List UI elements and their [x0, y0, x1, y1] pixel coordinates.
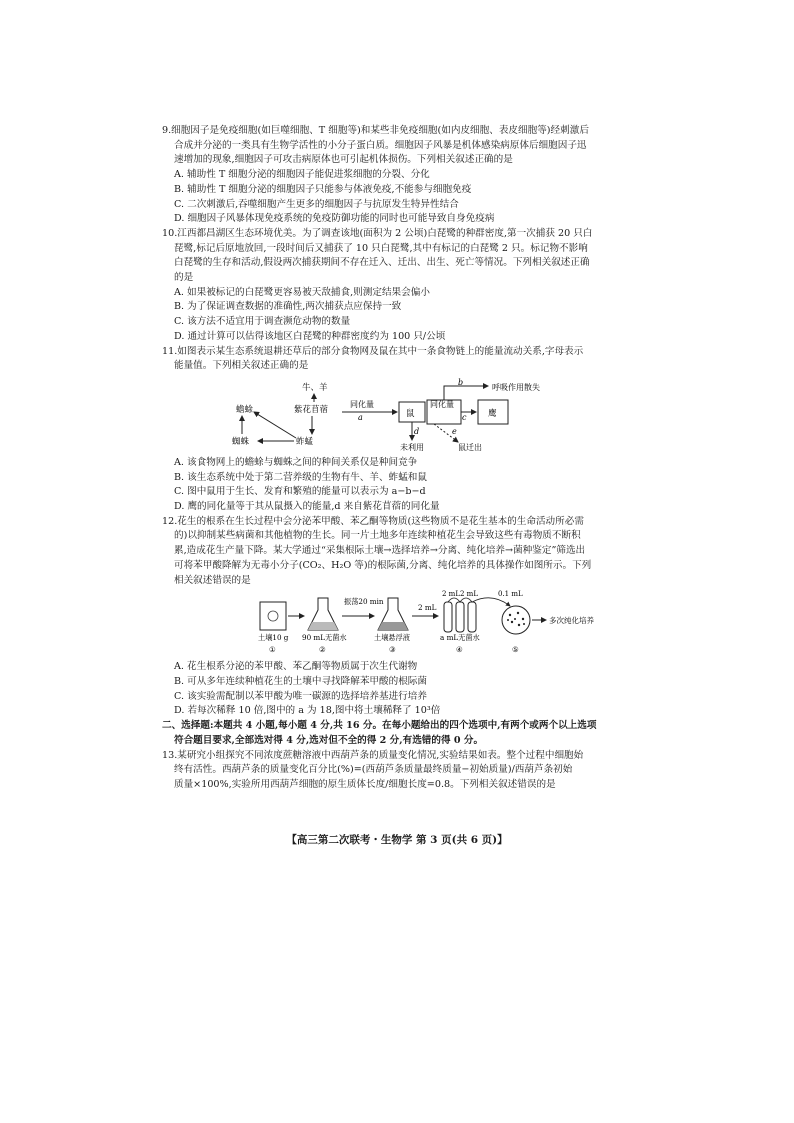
question-13: [162, 749, 654, 793]
label-n5: ⑤: [512, 645, 519, 655]
question-11: [162, 345, 654, 515]
q9-stem-line-2: 合成并分泌的一类具有生物学活性的小分子蛋白质。细胞因子风暴是机体感染病原体后细胞因子迅: [174, 139, 587, 151]
soil-sample-icon: [268, 611, 278, 621]
label-e: e: [452, 426, 457, 436]
q13-stem-line-3: 质量×100%,实验所用西葫芦细胞的原生质体长度/细胞长度=0.8。下列相关叙述错误的是: [174, 778, 556, 790]
q11-stem-line-1: 11.如图表示某生态系统退耕还草后的部分食物网及鼠在其中一条食物链上的能量流动关系,字母表示: [162, 345, 584, 357]
tube-3-icon: [468, 602, 476, 632]
label-suspension: 土壤悬浮液: [374, 633, 410, 643]
q12-stem-line-3: 累,造成花生产量下降。某大学通过“采集根际土壤→选择培养→分离、纯化培养→菌种鉴定”筛选出: [174, 545, 586, 557]
label-water90: 90 mL无菌水: [302, 633, 347, 643]
label-zhameng: 蚱蜢: [296, 436, 314, 447]
isolation-procedure-diagram: [162, 590, 654, 658]
q11-option-d: D. 鹰的同化量等于其从鼠摄入的能量,d 来自紫花苜蓿的同化量: [174, 501, 440, 513]
q12-stem-line-4: 可将苯甲酸降解为无毒小分子(CO₂、H₂O 等)的根际菌,分离、纯化培养的具体操作如图所示。下列: [174, 559, 592, 571]
label-tonghualiang-1: 同化量: [350, 399, 374, 409]
food-web-svg: [162, 376, 654, 454]
petri-dish-icon: [502, 606, 530, 634]
arrow-to-plate: [472, 598, 510, 606]
label-0-1ml: 0.1 mL: [498, 590, 523, 599]
q10-option-b: B. 为了保证调查数据的准确性,两次捕获点应保持一致: [174, 301, 402, 313]
label-weiliyong: 未利用: [400, 442, 424, 452]
q10-stem-line-2: 琵鹭,标记后原地放回,一段时间后又捕获了 10 只白琵鹭,其中有标记的白琵鹭 2 只。标记物不影响: [174, 242, 588, 254]
q10-option-a: A. 如果被标记的白琵鹭更容易被天敌捕食,则测定结果会偏小: [174, 286, 430, 298]
label-b: b: [458, 377, 464, 387]
label-zihuamuxu: 紫花苜蓿: [294, 404, 329, 415]
question-9: [162, 124, 654, 227]
label-shu: 鼠: [406, 408, 415, 419]
label-soil: 土壤10 g: [258, 633, 289, 643]
q12-stem-line-1: 12.花生的根系在生长过程中会分泌苯甲酸、苯乙酮等物质(这些物质不是花生基本的生命活动所必需: [162, 515, 584, 527]
flask-2-liquid: [378, 622, 408, 630]
label-n2: ②: [319, 645, 326, 655]
label-tonghualiang-2: 同化量: [430, 399, 454, 409]
q12-option-b: B. 可从多年连续种植花生的土壤中寻找降解苯甲酸的根际菌: [174, 675, 427, 687]
flask-1-liquid: [308, 622, 338, 630]
q9-option-d: D. 细胞因子风暴体现免疫系统的免疫防御功能的同时也可能导致自身免疫病: [174, 213, 495, 225]
q10-option-d: D. 通过计算可以估得该地区白琵鹭的种群密度约为 100 只/公顷: [174, 330, 446, 342]
label-a: a: [358, 412, 363, 422]
label-niu-yang: 牛、羊: [302, 382, 328, 393]
label-2ml-a: 2 mL: [418, 603, 437, 613]
tube-transfer-arc-2: [460, 598, 472, 602]
q11-option-c: C. 图中鼠用于生长、发育和繁殖的能量可以表示为 a−b−d: [174, 486, 426, 498]
question-10: [162, 227, 654, 345]
section-2-line-1: 二、选择题:本题共 4 小题,每小题 4 分,共 16 分。在每小题给出的四个选项中,有两个或两个以上选项: [162, 720, 597, 732]
food-web-diagram: [162, 376, 654, 454]
label-shake: 振荡20 min: [344, 597, 384, 607]
q9-option-c: C. 二次刺激后,吞噬细胞产生更多的细胞因子与抗原发生特异性结合: [174, 198, 459, 210]
q10-stem-line-3: 白琵鹭的生存和活动,假设两次捕获期间不存在迁入、迁出、出生、死亡等情况。下列相关叙述正确: [174, 257, 590, 269]
q9-stem-line-1: 9.细胞因子是免疫细胞(如巨噬细胞、T 细胞等)和某些非免疫细胞(如内皮细胞、表皮细胞等)经刺激后: [162, 125, 589, 136]
label-aml: a mL无菌水: [440, 633, 480, 643]
q12-stem-line-5: 相关叙述错误的是: [174, 574, 251, 586]
label-ying: 鹰: [488, 408, 497, 419]
arrow-respiration: [444, 386, 488, 400]
label-chanchu: 蟾蜍: [236, 404, 254, 415]
q10-option-c: C. 该方法不适宜用于调查濒危动物的数量: [174, 316, 351, 328]
label-c: c: [462, 412, 467, 422]
tube-2-icon: [456, 602, 464, 632]
tube-1-icon: [444, 602, 452, 632]
question-12: [162, 515, 654, 719]
label-2ml-b: 2 mL: [442, 590, 460, 599]
q13-stem-line-1: 13.某研究小组探究不同浓度蔗糖溶液中西葫芦条的质量变化情况,实验结果如表。整个过程中细胞始: [162, 749, 584, 761]
q11-stem-line-2: 能量值。下列相关叙述正确的是: [174, 360, 309, 372]
colony-dots: [507, 612, 525, 626]
q11-option-a: A. 该食物网上的蟾蜍与蜘蛛之间的种间关系仅是种间竞争: [174, 456, 418, 468]
q12-stem-line-2: 的)以抑制某些病菌和其他植物的生长。同一片土地多年连续种植花生会导致这些有毒物质不断积: [174, 530, 581, 542]
q9-stem-line-3: 速增加的现象,细胞因子可攻击病原体也可引起机体损伤。下列相关叙述正确的是: [174, 154, 513, 166]
section-2-line-2: 符合题目要求,全部选对得 4 分,选对但不全的得 2 分,有选错的得 0 分。: [174, 734, 484, 746]
page-footer: 【高三第二次联考・生物学 第 3 页(共 6 页)】: [286, 834, 508, 846]
section-2-header: [162, 719, 654, 748]
q10-stem-line-4: 的是: [174, 272, 194, 284]
arrow-zhameng-to-chanchu: [254, 412, 296, 438]
label-n1: ①: [269, 645, 276, 655]
q12-option-a: A. 花生根系分泌的苯甲酸、苯乙酮等物质属于次生代谢物: [174, 661, 418, 673]
label-n4: ④: [456, 645, 463, 655]
q13-stem-line-2: 终有活性。西葫芦条的质量变化百分比(%)=(西葫芦条质量最终质量−初始质量)/西葫芦条初始: [174, 764, 573, 776]
label-zhizhu: 蜘蛛: [232, 436, 250, 447]
tube-transfer-arc-1: [448, 598, 460, 602]
label-2ml-c: 2 mL: [460, 590, 478, 599]
label-purify: 多次纯化培养: [549, 616, 594, 626]
q11-option-b: B. 该生态系统中处于第二营养级的生物有牛、羊、蚱蜢和鼠: [174, 471, 427, 483]
label-huxi: 呼吸作用散失: [492, 382, 540, 392]
label-d: d: [414, 426, 420, 436]
q12-option-d: D. 若每次稀释 10 倍,图中的 a 为 18,图中将土壤稀释了 10³倍: [174, 705, 441, 717]
label-n3: ③: [389, 645, 396, 655]
q10-stem-line-1: 10.江西都昌湖区生态环境优美。为了调查该地(面积为 2 公顷)白琵鹭的种群密度,第一次捕获 20 只白: [162, 227, 593, 239]
q9-option-b: B. 辅助性 T 细胞分泌的细胞因子只能参与体液免疫,不能参与细胞免疫: [174, 183, 472, 195]
exam-content: [162, 124, 654, 793]
q12-option-c: C. 该实验需配制以苯甲酸为唯一碳源的选择培养基进行培养: [174, 690, 427, 702]
q9-option-a: A. 辅助性 T 细胞分泌的细胞因子能促进浆细胞的分裂、分化: [174, 169, 430, 181]
label-shuqianchu: 鼠迁出: [458, 442, 482, 452]
isolation-svg: [162, 590, 654, 658]
soil-box-icon: [260, 602, 286, 630]
